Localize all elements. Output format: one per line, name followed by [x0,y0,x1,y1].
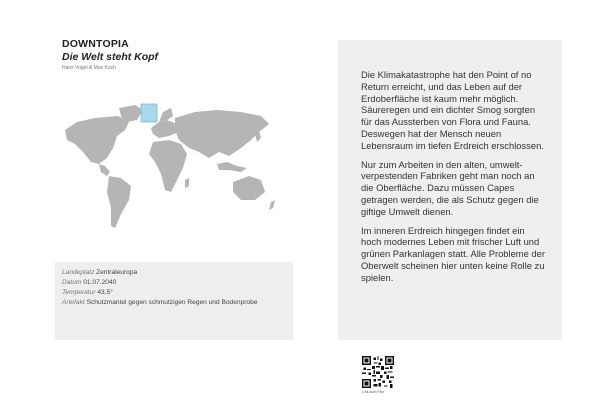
temperature-row [62,288,286,298]
authors-line: Hans Vogel & Max Koch [62,65,116,71]
map-europe [151,120,179,138]
map-africa [149,140,187,192]
qr-code-icon[interactable] [362,356,394,388]
artifact-label: Artefakt [62,299,85,306]
story-paragraph-1: Die Klimakatastrophe hat den Point of no Return erreicht, und das Leben auf der Erdoberfläche ist kaum mehr möglich. Säureregen und ein dichter Smog sorgten für das Aussterben von Flora und Fauna. Deswegen hat der Mensch neuen Lebensraum im tiefen Erdreich erschlossen. [361,69,544,151]
story-paragraph-2: Nur zum Arbeiten in den alten, umwelt-verpestenden Fabriken geht man noch an die Oberfläche. Dazu müssen Capes getragen werden, die als Schutz gegen die giftige Umwelt dienen. [361,158,539,217]
map-central-america [99,164,110,176]
map-australia [233,176,265,200]
qr-code-label[interactable]: Link zum Film [362,390,385,394]
landing-highlight [141,104,157,122]
landing-row [62,268,286,278]
story-paragraph-3: Im inneren Erdreich hingegen findet ein hoch modernes Leben mit frischer Luft und grünen Parkanlagen statt. Alle Probleme der Oberwelt scheinen hier unten keine Rolle zu spielen. [361,224,545,283]
map-north-america [65,116,130,164]
map-south-america [107,176,131,228]
landing-label: Landeplatz [62,269,95,276]
map-scandinavia [159,108,173,122]
map-madagascar [185,178,189,188]
poster-subtitle: Die Welt steht Kopf [62,51,159,63]
map-indonesia [217,162,247,172]
date-label: Datum [62,279,82,286]
artifact-row [62,298,286,308]
date-row [62,278,286,288]
artifact-value: Schutzmantel gegen schmutzigen Regen und Bodenprobe [86,299,258,306]
map-new-zealand [269,200,275,210]
date-value: 01.07.2040 [83,279,117,286]
poster-title: DOWNTOPIA [62,38,129,50]
temperature-value: 43,5° [97,289,113,296]
temperature-label: Temperatur [62,289,96,296]
story-card [338,40,562,340]
info-card [55,262,293,340]
map-asia [175,110,269,158]
landing-value: Zentraleuropa [96,269,138,276]
world-map [55,100,290,240]
